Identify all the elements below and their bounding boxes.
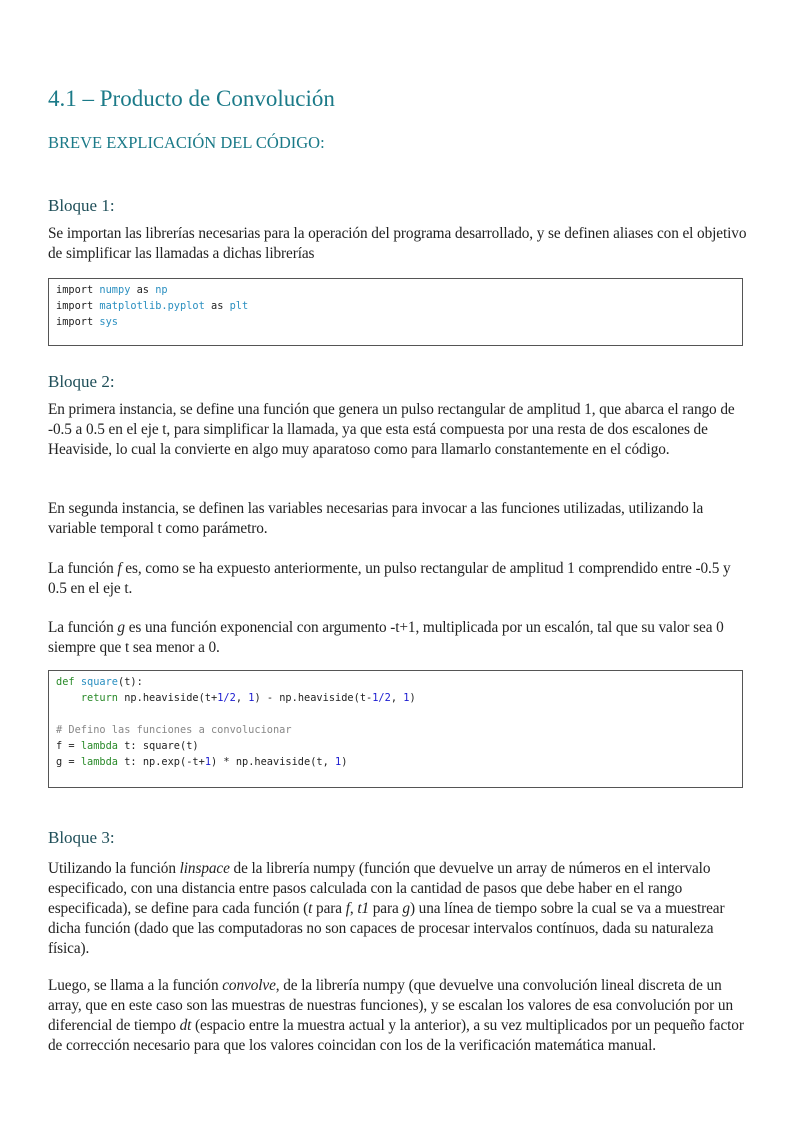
bloque2-paragraph-2: En segunda instancia, se definen las variables necesarias para invocar a las funciones utilizadas, utilizando la variable temporal t como parámetro. bbox=[48, 500, 704, 537]
bloque1-heading: Bloque 1: bbox=[48, 196, 115, 215]
bloque3-paragraph-2: Luego, se llama a la función convolve, de la librería numpy (que devuelve una convolución lineal discreta de un array, que en este caso son las muestras de nuestras funciones), y se escalan los valores de esa convolución por un diferencial de tiempo dt (espacio entre la muestra actual y la anterior), a su vez multiplicados por un pequeño factor de corrección necesario para que los valores coincidan con los de la verificación matemática manual. bbox=[48, 977, 744, 1054]
bloque3-paragraph-1: Utilizando la función linspace de la librería numpy (función que devuelve un array de números en el intervalo especificado, con una distancia entre pasos calculada con la cantidad de pasos que debe haber en el rango especificada), se define para cada función (t para f, t1 para g) una línea de tiempo sobre la cual se va a muestrear dicha función (dado que las computadoras no son capaces de procesar intervalos contínuos, dada su naturaleza física). bbox=[48, 860, 725, 957]
bloque2-heading: Bloque 2: bbox=[48, 372, 115, 391]
code-block-imports: import numpy as np import matplotlib.pyplot as plt import sys bbox=[48, 278, 743, 346]
page-title: 4.1 – Producto de Convolución bbox=[48, 86, 335, 111]
bloque2-paragraph-3: La función f es, como se ha expuesto anteriormente, un pulso rectangular de amplitud 1 comprendido entre -0.5 y 0.5 en el eje t. bbox=[48, 560, 731, 597]
bloque2-paragraph-4: La función g es una función exponencial con argumento -t+1, multiplicada por un escalón, tal que su valor sea 0 siempre que t sea menor a 0. bbox=[48, 619, 724, 656]
section-subtitle: BREVE EXPLICACIÓN DEL CÓDIGO: bbox=[48, 133, 325, 152]
bloque1-text: Se importan las librerías necesarias para la operación del programa desarrollado, y se definen aliases con el objetivo de simplificar las llamadas a dichas librerías bbox=[48, 225, 747, 262]
bloque3-heading: Bloque 3: bbox=[48, 828, 115, 847]
bloque2-paragraph-1: En primera instancia, se define una función que genera un pulso rectangular de amplitud 1, que abarca el rango de -0.5 a 0.5 en el eje t, para simplificar la llamada, ya que esta está compuesta por una resta de dos escalones de Heaviside, lo cual la convierte en algo muy aparatoso como para llamarlo constantemente en el código. bbox=[48, 401, 735, 458]
code-block-functions: def square(t): return np.heaviside(t+1/2, 1) - np.heaviside(t-1/2, 1) # Defino las funciones a convolucionar f = lambda t: square(t) g = lambda t: np.exp(-t+1) * np.heaviside(t, 1) bbox=[48, 670, 743, 788]
